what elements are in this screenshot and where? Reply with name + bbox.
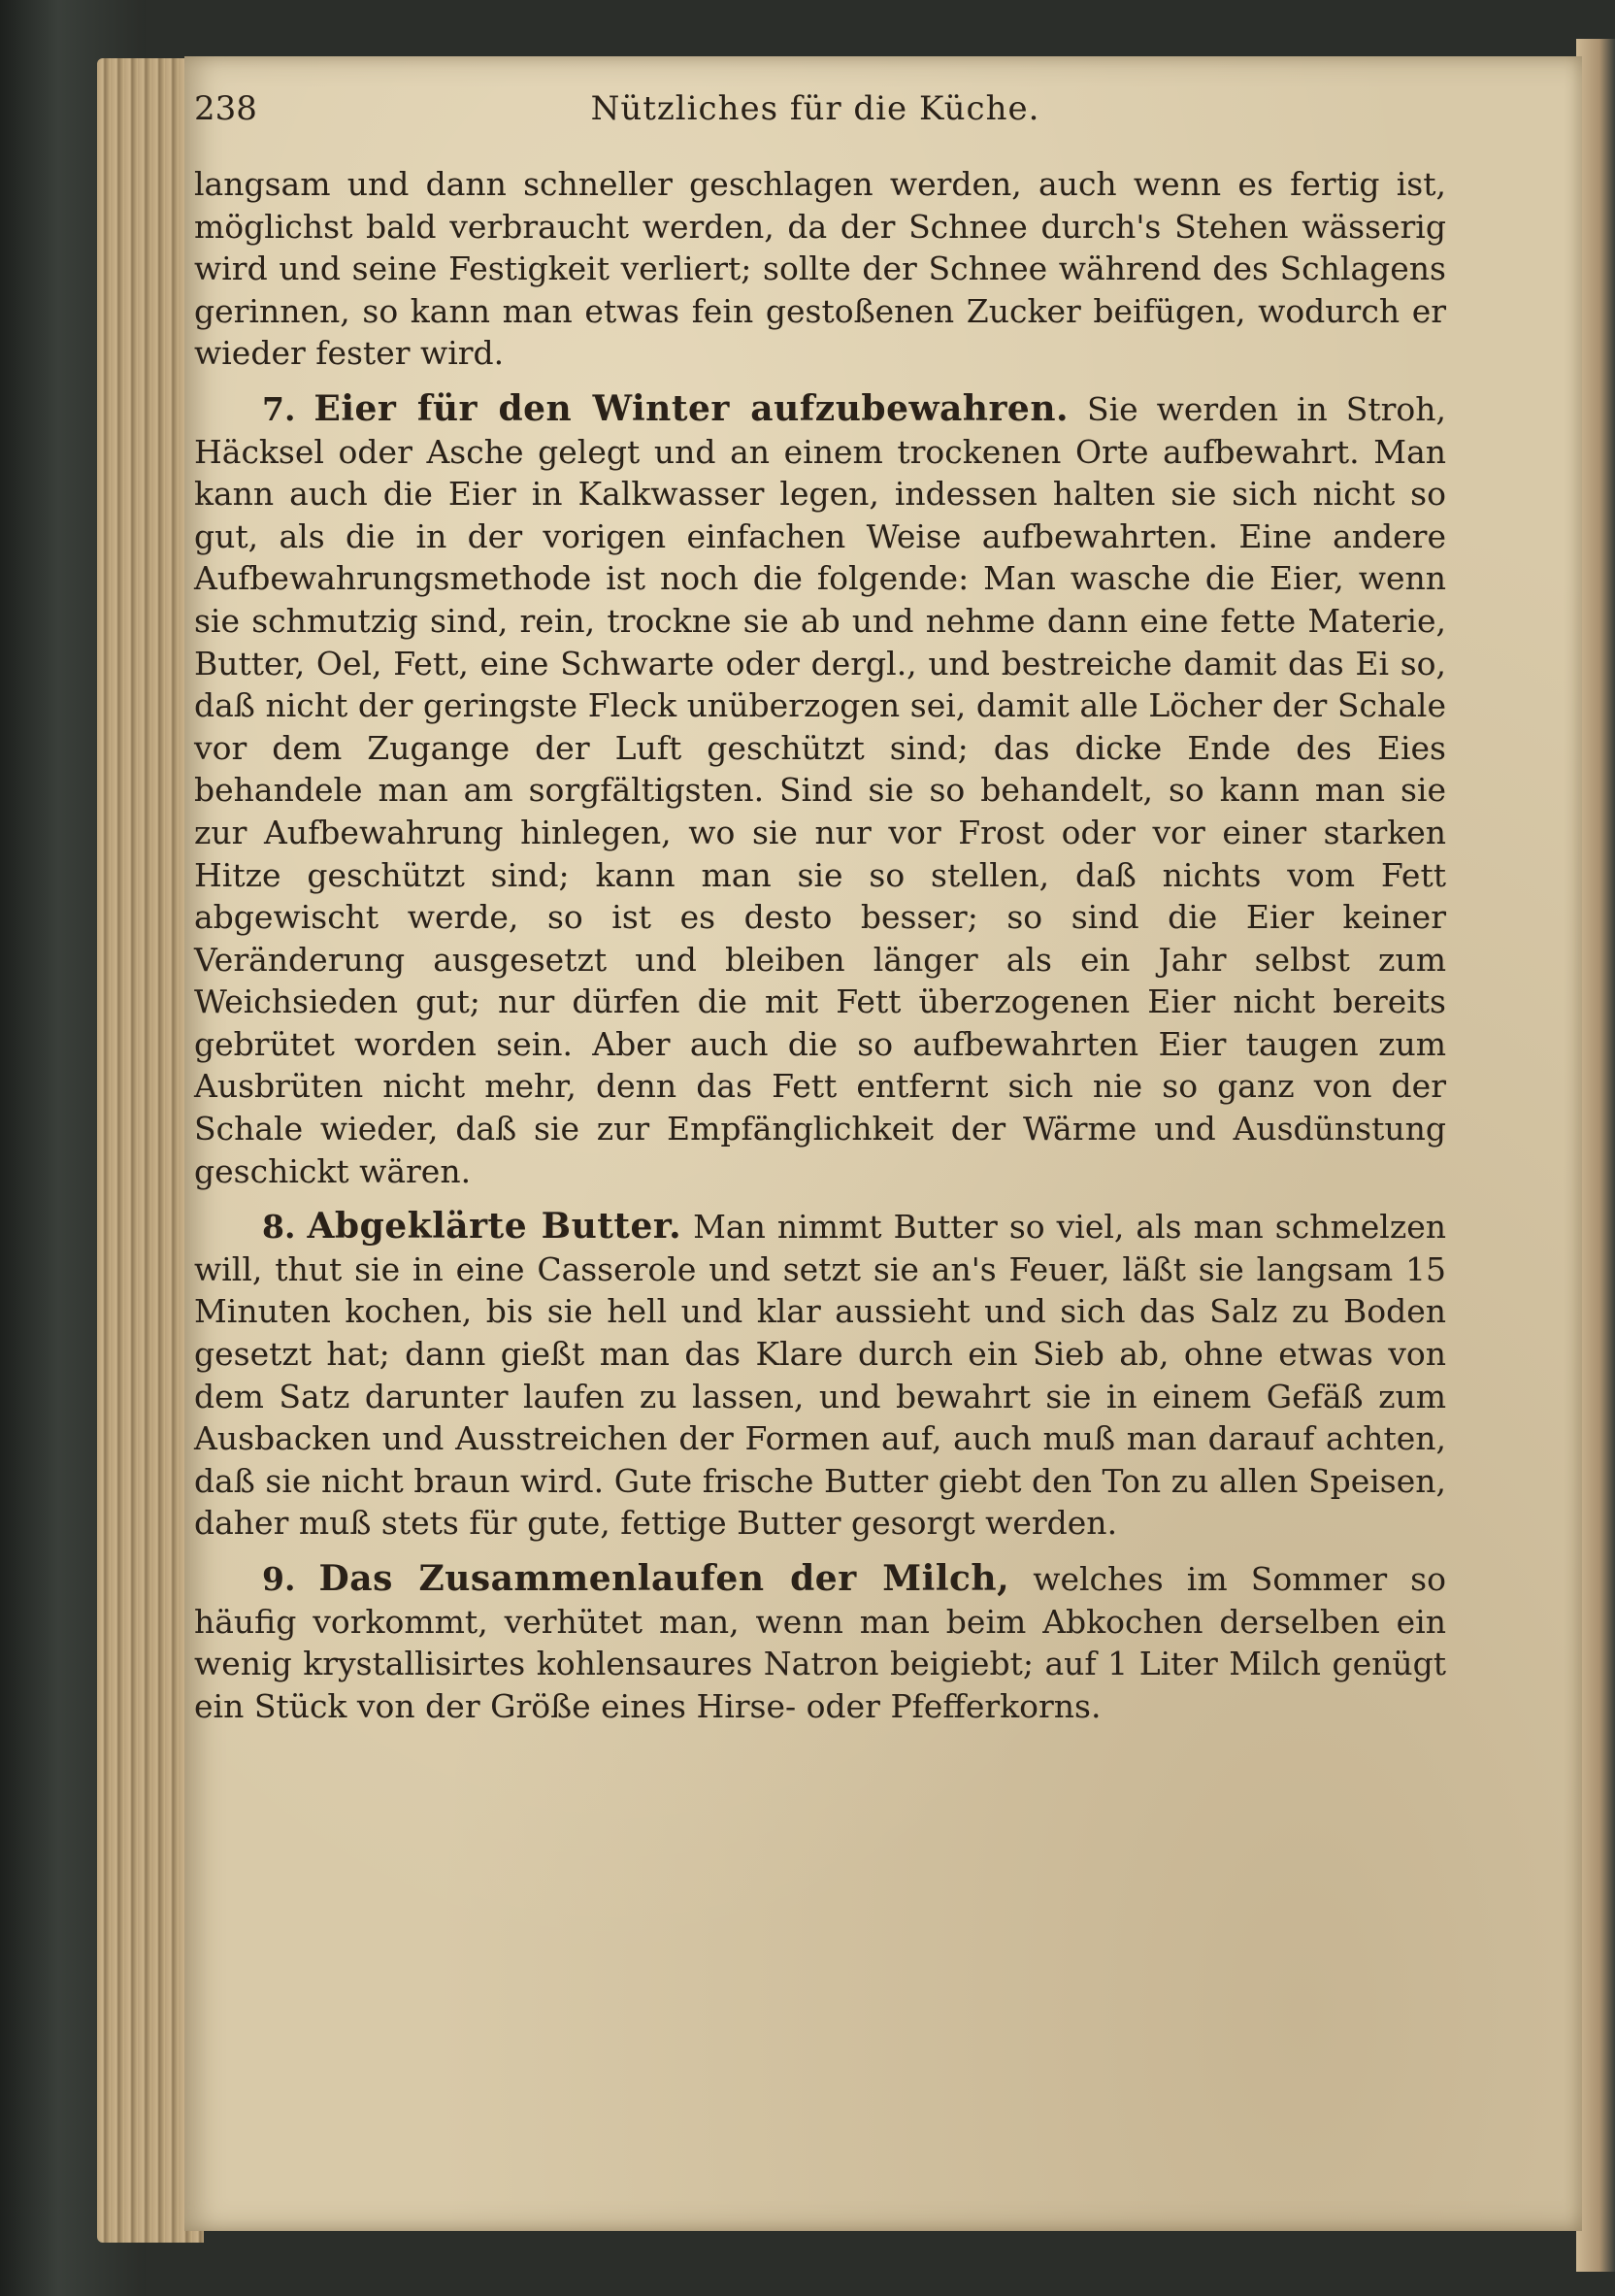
continued-paragraph: langsam und dann schneller geschlagen werden, auch wenn es fertig ist, möglichst bald verbraucht werden, da der Schnee durch's Stehen wässerig wird und seine Festigkeit verliert; sollte der Schnee während des Schlagens gerinnen, so kann man etwas fein gestoßenen Zucker beifügen, wodurch er wieder fester wird. xyxy=(194,165,1446,373)
section-number: 8. xyxy=(262,1208,296,1247)
section-text: Sie werden in Stroh, Häcksel oder Asche gelegt und an einem trockenen Orte aufbewahrt. Man kann auch die Eier in Kalkwasser legen, indessen halten sie sich nicht so gut, als die in der vorigen einfachen Weise aufbewahrten. Eine andere Aufbewahrungsmethode ist noch die folgende: Man wasche die Eier, wenn sie schmutzig sind, rein, trockne sie ab und nehme dann eine fette Materie, Butter, Oel, Fett, eine Schwarte oder dergl., und bestreiche damit das Ei so, daß nicht der geringste Fleck unüberzogen sei, damit alle Löcher der Schale vor dem Zugange der Luft geschützt sind; das dicke Ende des Eies behandele man am sorgfältigsten. Sind sie so behandelt, so kann man sie zur Aufbewahrung hinlegen, wo sie nur vor Frost oder vor einer starken Hitze geschützt sind; kann man sie so stellen, daß nichts vom Fett abgewischt werde, so ist es desto besser; so sind die Eier keiner Veränderung ausgesetzt und bleiben länger als ein Jahr selbst zum Weichsieden gut; nur dürfen die mit Fett überzogenen Eier nicht bereits gebrütet worden sein. Aber auch die so aufbewahrten Eier taugen zum Ausbrüten nicht mehr, denn das Fett entfernt sich nie so ganz von der Schale wieder, daß sie zur Empfänglichkeit der Wärme und Ausdünstung geschickt wären. xyxy=(194,389,1446,1190)
page-header xyxy=(194,89,1436,148)
section-8 xyxy=(194,1206,1446,1545)
section-number: 7. xyxy=(262,389,296,428)
section-7 xyxy=(194,388,1446,1192)
section-text: welches im Sommer so häufig vorkommt, verhütet man, wenn man beim Abkochen derselben ein wenig krystallisirtes kohlensaures Natron beigiebt; auf 1 Liter Milch genügt ein Stück von der Größe eines Hirse- oder Pfefferkorns. xyxy=(194,1560,1446,1725)
section-text: Man nimmt Butter so viel, als man schmelzen will, thut sie in eine Casserole und setzt sie an's Feuer, läßt sie langsam 15 Minuten kochen, bis sie hell und klar aussieht und sich das Salz zu Boden gesetzt hat; dann gießt man das Klare durch ein Sieb ab, ohne etwas von dem Satz darunter laufen zu lassen, und bewahrt sie in einem Gefäß zum Ausbacken und Ausstreichen der Formen auf, auch muß man darauf achten, daß sie nicht braun wird. Gute frische Butter giebt den Ton zu allen Speisen, daher muß stets für gute, fettige Butter gesorgt werden. xyxy=(194,1208,1447,1543)
section-9 xyxy=(194,1558,1446,1727)
section-title: Abgeklärte Butter. xyxy=(307,1206,682,1248)
adjacent-page-edge xyxy=(1576,39,1615,2272)
section-title: Das Zusammenlaufen der Milch, xyxy=(318,1558,1010,1599)
section-title: Eier für den Winter aufzubewahren. xyxy=(313,387,1070,429)
running-title: Nützliches für die Küche. xyxy=(590,89,1040,128)
page-number: 238 xyxy=(194,89,257,128)
section-number: 9. xyxy=(262,1560,296,1598)
page-body xyxy=(194,163,1446,1741)
